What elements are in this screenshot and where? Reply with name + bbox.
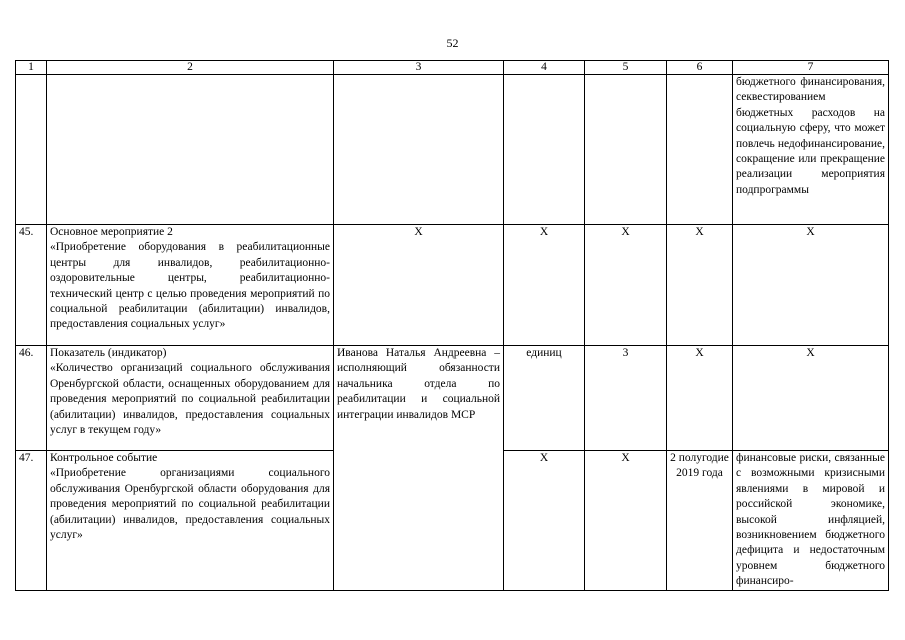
row-name-body: «Количество организаций социального обслуживания Оренбургской области, оснащенных оборудованием для проведения мероприятий по социальной реабилитации (абилитации) инвалидов, предоставления социальных услуг в текущем году» <box>50 362 330 437</box>
row-value <box>585 75 667 225</box>
column-header: 1 <box>16 61 47 75</box>
row-responsible <box>334 75 504 225</box>
column-header: 3 <box>334 61 504 75</box>
table-row <box>16 346 889 451</box>
row-number: 45. <box>16 225 47 346</box>
column-header: 5 <box>585 61 667 75</box>
row-unit <box>504 75 585 225</box>
column-header: 7 <box>733 61 889 75</box>
row-name-body: «Приобретение оборудования в реабилитационные центры для инвалидов, реабилитационно-оздоровительные центры, реабилитационно-технический центр с целью проведения мероприятий по социальной реабилитации (абилитации) инвалидов, предоставления социальных услуг» <box>50 241 330 331</box>
row-risks: финансовые риски, связанные с возможными кризисными явлениями в мировой и российской экономике, высокой инфляцией, возникновением бюджетного дефицита и недостаточным уровнем бюджетного финансиро- <box>733 451 889 591</box>
row-responsible: X <box>334 225 504 346</box>
row-risks: X <box>733 225 889 346</box>
row-name-title: Контрольное событие <box>50 452 158 464</box>
measures-table <box>15 60 889 591</box>
row-name <box>47 451 334 591</box>
column-number-row <box>16 61 889 75</box>
row-risks: бюджетного финансирования, секвестированием бюджетных расходов на социальную сферу, что может повлечь недофинансирование, сокращение или прекращение реализации мероприятия подпрограммы <box>733 75 889 225</box>
page-number: 52 <box>446 36 459 50</box>
column-header: 6 <box>667 61 733 75</box>
row-name-body: «Приобретение организациями социального обслуживания Оренбургской области оборудования для проведения мероприятий по социальной реабилитации (абилитации) инвалидов, предоставления социальных услуг» <box>50 467 330 542</box>
column-header: 4 <box>504 61 585 75</box>
row-responsible: Иванова Наталья Андреевна – исполняющий обязанности начальника отдела по реабилитации и социальной интеграции инвалидов МСР <box>334 346 504 591</box>
row-risks: X <box>733 346 889 451</box>
row-number <box>16 75 47 225</box>
row-name <box>47 225 334 346</box>
table-row <box>16 75 889 225</box>
table-row <box>16 225 889 346</box>
row-number: 47. <box>16 451 47 591</box>
row-name-title: Основное мероприятие 2 <box>50 226 173 238</box>
row-deadline <box>667 75 733 225</box>
row-deadline: X <box>667 346 733 451</box>
row-deadline: X <box>667 225 733 346</box>
row-value: 3 <box>585 346 667 451</box>
row-number: 46. <box>16 346 47 451</box>
row-name-title: Показатель (индикатор) <box>50 347 167 359</box>
row-value: X <box>585 225 667 346</box>
column-header: 2 <box>47 61 334 75</box>
row-unit: X <box>504 451 585 591</box>
row-unit: X <box>504 225 585 346</box>
row-name <box>47 75 334 225</box>
row-value: X <box>585 451 667 591</box>
row-name <box>47 346 334 451</box>
row-unit: единиц <box>504 346 585 451</box>
row-deadline: 2 полугодие 2019 года <box>667 451 733 591</box>
